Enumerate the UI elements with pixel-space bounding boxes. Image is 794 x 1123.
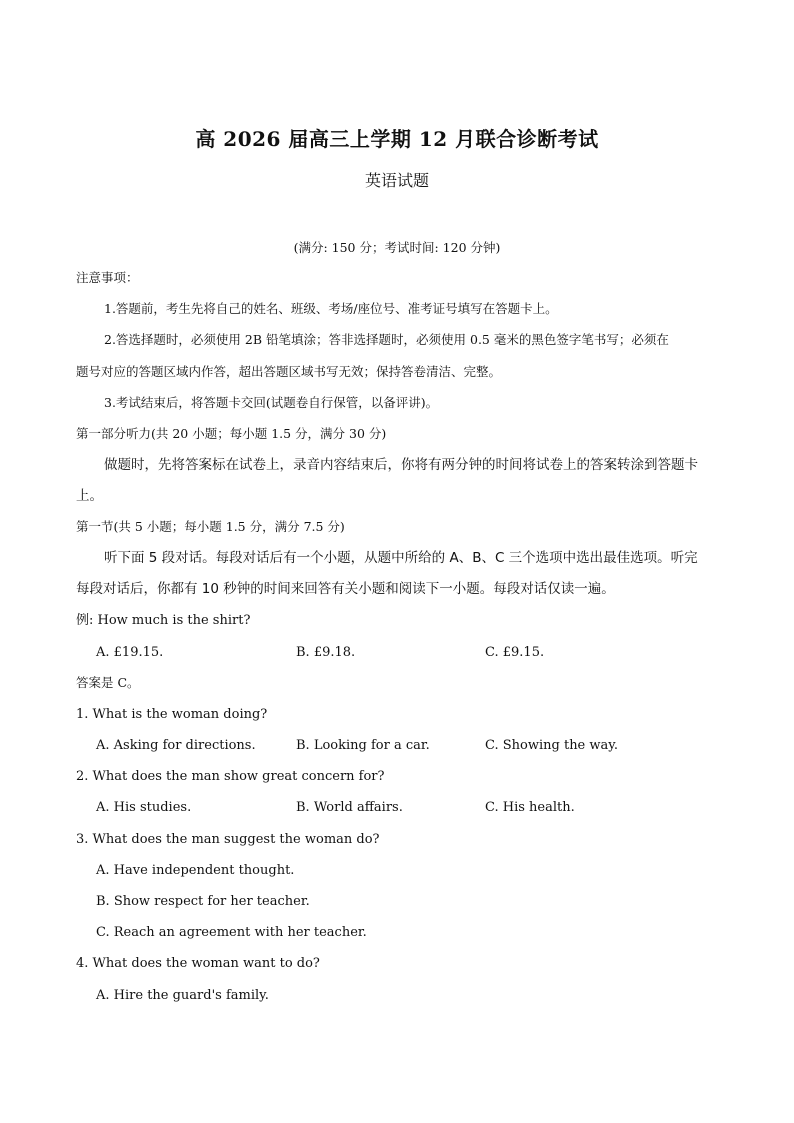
example-option-a: A. £19.15.	[96, 645, 164, 660]
question-1-option-b: B. Looking for a car.	[296, 738, 430, 753]
question-2-option-a: A. His studies.	[96, 800, 192, 815]
question-2-option-c: C. His health.	[485, 800, 575, 815]
part1-heading: 第一部分听力(共 20 小题；每小题 1.5 分，满分 30 分)	[76, 426, 387, 441]
notice-item-3: 3.考试结束后，将答题卡交回(试题卷自行保管，以备评讲)。	[104, 395, 439, 410]
question-3-option-b: B. Show respect for her teacher.	[96, 894, 310, 909]
score-info: (满分: 150 分；考试时间: 120 分钟)	[293, 240, 501, 255]
section1-intro-line-1: 听下面 5 段对话。每段对话后有一个小题，从题中所给的 A、B、C 三个选项中选出最佳选项。听完	[104, 550, 698, 566]
exam-title: 高 2026 届高三上学期 12 月联合诊断考试	[195, 127, 599, 151]
question-2-stem: 2. What does the man show great concern for?	[76, 769, 385, 784]
part1-intro-line-1: 做题时，先将答案标在试卷上，录音内容结束后，你将有两分钟的时间将试卷上的答案转涂到答题卡	[104, 457, 698, 473]
question-2-option-b: B. World affairs.	[296, 800, 403, 815]
example-option-b: B. £9.18.	[296, 645, 356, 660]
notice-item-1: 1.答题前，考生先将自己的姓名、班级、考场/座位号、准考证号填写在答题卡上。	[104, 301, 558, 316]
section1-intro-line-2: 每段对话后，你都有 10 秒钟的时间来回答有关小题和阅读下一小题。每段对话仅读一遍。	[76, 581, 615, 597]
part1-intro-line-2: 上。	[76, 488, 103, 504]
example-question: 例: How much is the shirt?	[76, 613, 251, 628]
question-3-stem: 3. What does the man suggest the woman do?	[76, 832, 380, 847]
question-4-option-a: A. Hire the guard's family.	[96, 988, 269, 1003]
notice-item-2-line-1: 2.答选择题时，必须使用 2B 铅笔填涂；答非选择题时，必须使用 0.5 毫米的黑色签字笔书写；必须在	[104, 332, 669, 347]
question-1-stem: 1. What is the woman doing?	[76, 707, 268, 722]
exam-subject: 英语试题	[364, 171, 429, 190]
question-4-stem: 4. What does the woman want to do?	[76, 956, 320, 971]
question-3-option-a: A. Have independent thought.	[96, 863, 295, 878]
example-answer: 答案是 C。	[76, 675, 140, 690]
notice-item-2-line-2: 题号对应的答题区域内作答，超出答题区域书写无效；保持答卷清洁、完整。	[76, 364, 502, 379]
notice-heading: 注意事项：	[76, 270, 139, 285]
question-3-option-c: C. Reach an agreement with her teacher.	[96, 925, 367, 940]
question-1-option-c: C. Showing the way.	[485, 738, 619, 753]
section1-heading: 第一节(共 5 小题；每小题 1.5 分，满分 7.5 分)	[76, 519, 345, 534]
example-option-c: C. £9.15.	[485, 645, 545, 660]
question-1-option-a: A. Asking for directions.	[96, 738, 256, 753]
